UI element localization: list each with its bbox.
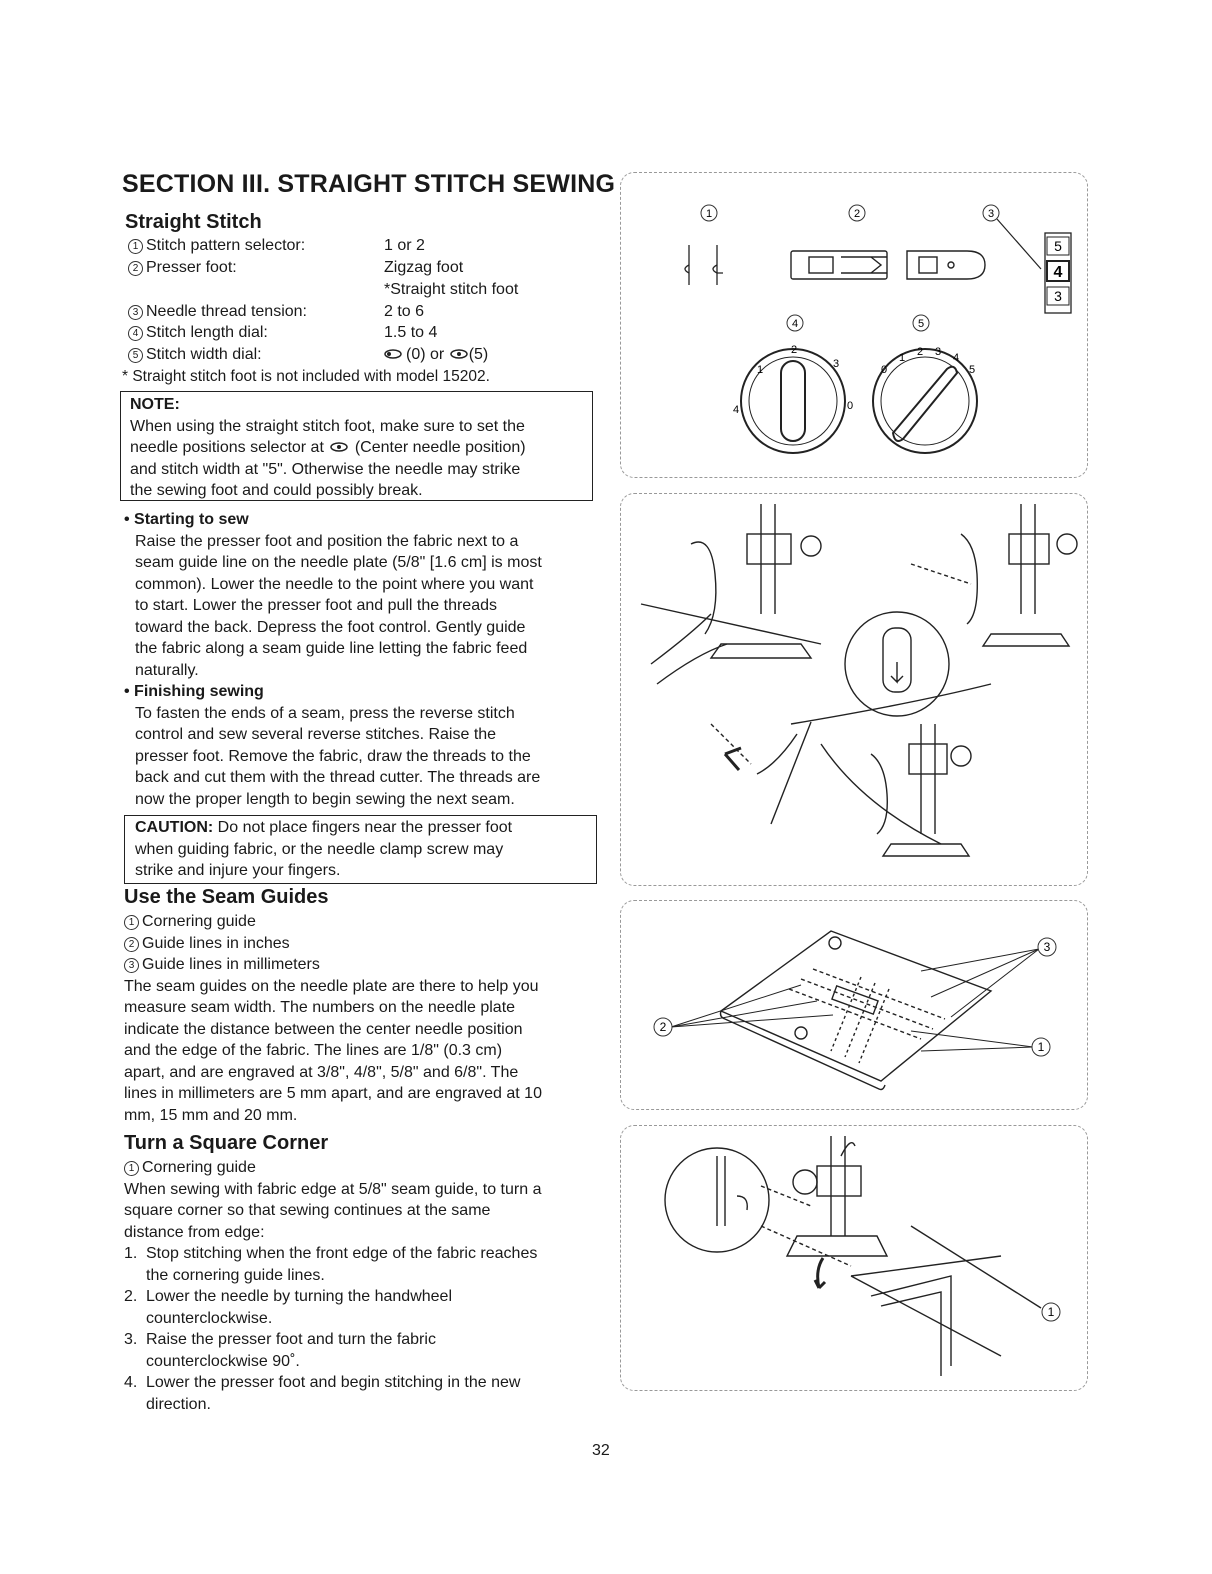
step-item [124,1372,604,1394]
svg-text:3: 3 [1043,940,1051,954]
item-label: Guide lines in millimeters [142,956,320,973]
square-corner-illustration [665,1136,1041,1376]
setting-row [128,303,307,321]
square-corner-heading: Turn a Square Corner [124,1132,329,1154]
stitch-length-dial-icon [733,344,853,453]
stitch-width-dial-icon [873,346,977,453]
setting-label: Stitch width dial: [146,346,262,363]
setting-value-text-b: (5) [468,346,489,363]
svg-text:3: 3 [987,208,995,220]
setting-value [384,346,488,364]
seam-guides-heading: Use the Seam Guides [124,886,329,908]
starting-line: naturally. [135,661,199,679]
item-label: Cornering guide [142,913,256,930]
callout-2 [654,985,833,1036]
straight-stitch-pattern-icon [685,245,723,285]
step-item [124,1286,604,1308]
setting-value-secondary: *Straight stitch foot [384,281,519,298]
callout-number: 5 [128,348,143,363]
setting-label: Needle thread tension: [146,303,307,320]
settings-figure [621,173,1087,477]
seam-guides-item [124,954,604,976]
step-number: 3. [124,1331,138,1348]
svg-text:4: 4 [733,404,740,416]
seam-guides-line: mm, 15 mm and 20 mm. [124,1106,298,1124]
svg-text:0: 0 [847,400,854,412]
footnote: * Straight stitch foot is not included with model 15202. [122,368,490,385]
svg-text:1: 1 [1037,1040,1045,1054]
callout-2 [849,205,865,221]
sewing-figure-panel [620,493,1088,886]
note-line: and stitch width at "5". Otherwise the needle may strike [130,460,521,478]
setting-row [128,324,268,342]
starting-heading: • Starting to sew [124,511,249,528]
setting-value: 1.5 to 4 [384,324,438,341]
callout-5 [913,315,929,331]
step-text: Lower the presser foot and begin stitching in the new [146,1374,521,1391]
setting-value-text: (0) or [406,346,445,363]
page-number: 32 [592,1442,610,1459]
magnifier-reverse-button-illustration [845,612,949,716]
note-line: the sewing foot and could possibly break. [130,482,423,499]
caution-line: Do not place fingers near the presser foot [217,819,513,836]
square-corner-body [124,1157,604,1415]
note-line-with-icon [130,437,590,459]
step-item [124,1243,604,1265]
seam-guides-line: indicate the distance between the center needle position [124,1020,523,1038]
center-needle-icon [450,349,468,359]
square-corner-figure [621,1126,1087,1390]
note-text: needle positions selector at [130,439,324,456]
callout-number: 1 [128,239,143,254]
seam-guides-line: lines in millimeters are 5 mm apart, and are engraved at 10 [124,1085,542,1102]
caution-line: when guiding fabric, or the needle clamp screw may [135,840,504,858]
svg-text:2: 2 [917,346,924,358]
svg-text:5: 5 [1054,238,1062,254]
square-corner-line: distance from edge: [124,1223,265,1241]
seam-guides-item [124,933,604,955]
finishing-heading: • Finishing sewing [124,683,264,700]
zigzag-foot-icon [791,251,887,279]
starting-line: common). Lower the needle to the point where you want [135,575,534,593]
svg-text:5: 5 [917,318,925,330]
setting-value: 2 to 6 [384,303,425,320]
square-corner-line: square corner so that sewing continues at the same [124,1202,491,1219]
svg-text:4: 4 [791,318,799,330]
svg-text:4: 4 [1053,264,1063,281]
svg-text:4: 4 [953,352,960,364]
note-box [120,391,593,501]
svg-text:2: 2 [791,344,798,356]
step-text-cont: the cornering guide lines. [146,1266,325,1284]
left-needle-icon [384,349,402,359]
note-line: When using the straight stitch foot, make sure to set the [130,417,525,435]
svg-text:2: 2 [853,208,861,220]
step-number: 2. [124,1288,138,1305]
seam-guides-line: and the edge of the fabric. The lines are 1/8" (0.3 cm) [124,1042,503,1059]
setting-value: 1 or 2 [384,237,425,254]
svg-text:1: 1 [705,208,713,220]
seam-guides-body [124,911,604,1126]
setting-row [128,259,237,277]
svg-text:1: 1 [757,364,764,376]
starting-line: to start. Lower the presser foot and pull the threads [135,597,497,614]
step-text-cont: counterclockwise 90˚. [146,1352,300,1370]
note-label: NOTE: [130,396,180,413]
callout-number: 3 [124,958,139,973]
needle-plate-illustration [721,931,992,1090]
square-corner-item [124,1157,604,1179]
setting-label: Stitch length dial: [146,324,268,341]
sewing-figure [621,494,1087,885]
presser-foot-right-illustration [911,504,1077,646]
callout-4 [787,315,803,331]
item-label: Cornering guide [142,1159,256,1176]
needle-plate-figure-panel [620,900,1088,1110]
starting-line: Raise the presser foot and position the fabric next to a [135,532,519,550]
callout-number: 2 [124,937,139,952]
starting-line: seam guide line on the needle plate (5/8" [1.6 cm] is most [135,554,542,571]
callout-1 [911,1031,1050,1056]
setting-row [128,346,262,364]
setting-label: Stitch pattern selector: [146,237,306,254]
svg-text:3: 3 [935,346,942,358]
caution-line: strike and injure your fingers. [135,862,341,879]
step-text: Stop stitching when the front edge of the fabric reaches [146,1245,538,1262]
settings-figure-panel [620,172,1088,478]
finishing-line: control and sew several reverse stitches. Raise the [135,726,497,743]
svg-text:5: 5 [969,364,976,376]
finishing-line: now the proper length to begin sewing the next seam. [135,790,515,808]
finishing-line: back and cut them with the thread cutter. The threads are [135,769,541,786]
note-text: (Center needle position) [354,439,526,456]
caution-label: CAUTION: [135,819,214,836]
svg-text:1: 1 [899,352,906,364]
center-needle-icon [330,442,348,452]
square-corner-figure-panel [620,1125,1088,1391]
seam-guides-line: measure seam width. The numbers on the needle plate [124,999,516,1016]
callout-3 [921,938,1056,1017]
setting-row [128,237,305,255]
straight-stitch-foot-icon [907,251,985,279]
item-label: Guide lines in inches [142,934,290,952]
callout-3 [983,205,999,221]
setting-value: Zigzag foot [384,259,464,276]
callout-number: 1 [124,915,139,930]
callout-number: 2 [128,261,143,276]
callout-1 [701,205,717,221]
step-text-cont: direction. [146,1395,211,1413]
svg-text:3: 3 [833,358,840,370]
step-number: 4. [124,1374,138,1391]
starting-line: the fabric along a seam guide line letting the fabric feed [135,640,528,657]
setting-label: Presser foot: [146,259,237,276]
step-number: 1. [124,1245,138,1262]
seam-guides-line: The seam guides on the needle plate are there to help you [124,977,539,995]
tension-dial-icon [1045,233,1071,313]
needle-plate-figure [621,901,1087,1109]
step-text: Lower the needle by turning the handwheel [146,1288,452,1305]
starting-section [124,509,604,810]
svg-text:2: 2 [659,1020,667,1034]
step-text: Raise the presser foot and turn the fabric [146,1331,436,1348]
section-title: SECTION III. STRAIGHT STITCH SEWING [122,170,616,198]
seam-guides-line: apart, and are engraved at 3/8", 4/8", 5/8" and 6/8". The [124,1063,519,1081]
svg-text:3: 3 [1054,288,1062,304]
svg-text:0: 0 [881,364,888,376]
seam-guides-item [124,911,604,933]
callout-number: 3 [128,305,143,320]
cutting-thread-illustration [711,684,991,856]
finishing-line: To fasten the ends of a seam, press the reverse stitch [135,704,515,722]
presser-foot-left-illustration [641,504,821,684]
callout-number: 1 [124,1161,139,1176]
starting-line: toward the back. Depress the foot control. Gently guide [135,618,526,636]
square-corner-line: When sewing with fabric edge at 5/8" seam guide, to turn a [124,1180,542,1198]
step-text-cont: counterclockwise. [146,1309,273,1327]
step-item [124,1329,604,1351]
caution-box [124,815,597,884]
callout-number: 4 [128,326,143,341]
finishing-line: presser foot. Remove the fabric, draw the threads to the [135,747,531,765]
straight-stitch-heading: Straight Stitch [125,211,262,233]
callout-1 [1042,1303,1060,1321]
svg-text:1: 1 [1047,1305,1055,1319]
